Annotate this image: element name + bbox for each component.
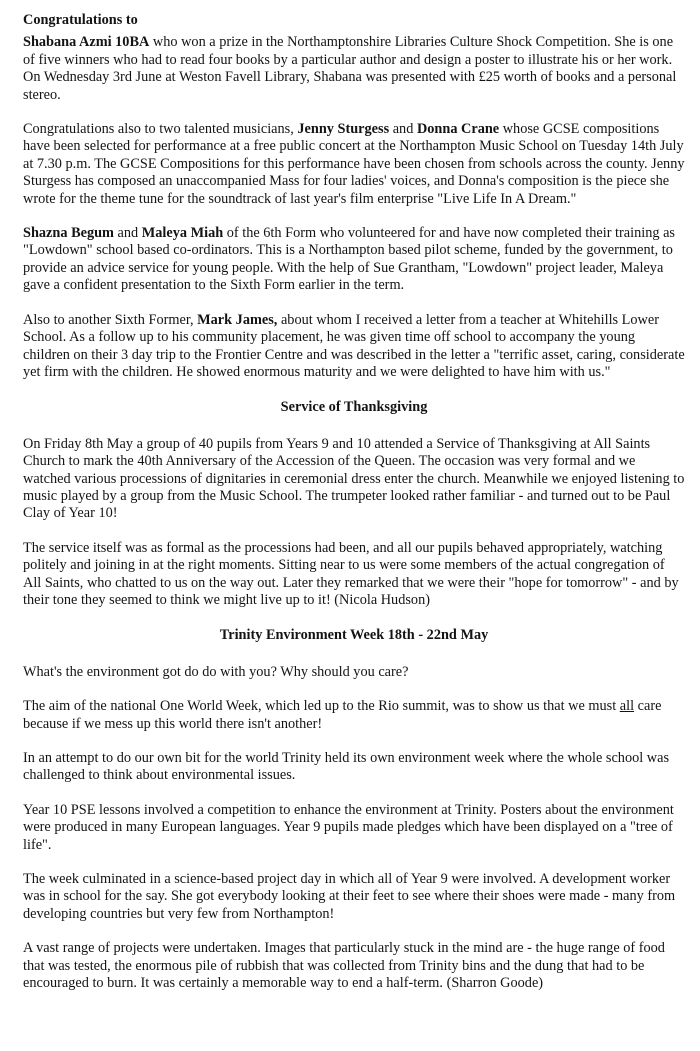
service-paragraph-1: On Friday 8th May a group of 40 pupils from Years 9 and 10 attended a Service of Thanksgiving at All Saints Church to mark the 40th Anniversary of the Accession of the Queen. The occasion was very formal and we watched various processions of dignitaries in ceremonial dress enter the church. Meanwhile we enjoyed listening to music played by a group from the Music School. The trumpeter looked rather familiar - and turned out to be Paul Clay of Year 10! (23, 435, 685, 522)
pupil-name: Shabana Azmi 10BA (23, 34, 150, 51)
environment-paragraph-5: The week culminated in a science-based project day in which all of Year 9 were involved. A development worker was in school for the say. She got everybody looking at their feet to see where their shoes were made - many from developing countries but very few from Northampton! (23, 871, 676, 922)
underlined-word: all (619, 698, 635, 715)
environment-paragraph-3: In an attempt to do our own bit for the world Trinity held its own environment week where the whole school was challenged to think about environmental issues. (23, 750, 670, 784)
pupil-name: Shazna Begum (23, 225, 114, 242)
paragraph-text: Congratulations also to two talented musicians, (23, 121, 298, 138)
paragraph-text: about whom I received a letter from a teacher at Whitehills Lower School. As a follow up to his community placement, he was given time off school to accompany the young children on their 3 day trip to the Frontier Centre and was described in the letter a "terrific asset, caring, considerate yet firm with the children. He showed enormous maturity and we were delighted to have him with us." (23, 311, 685, 380)
paragraph-text: of the 6th Form who volunteered for and have now completed their training as "Lowdown" school based co-ordinators. This is a Northampton based pilot scheme, funded by the government, to provide an advice service for young people. With the help of Sue Grantham, "Lowdown" project leader, Maleya gave a confident presentation to the Sixth Form earlier in the term. (23, 225, 675, 294)
pupil-name: Mark James, (197, 311, 278, 328)
newsletter-page (23, 12, 685, 1009)
environment-paragraph-1: What's the environment got do do with you? Why should you care? (23, 663, 409, 680)
environment-paragraph-6: A vast range of projects were undertaken. Images that particularly stuck in the mind are - the huge range of food that was tested, the enormous pile of rubbish that was collected from Trinity bins and the dung that had to be encouraged to burn. It was certainly a memorable way to end a half-term. (Sharron Goode) (23, 940, 665, 992)
pupil-name: Jenny Sturgess (297, 121, 390, 138)
paragraph-text: and (113, 225, 142, 242)
paragraph-text: care because if we mess up this world there isn't another! (23, 698, 662, 732)
paragraph-text: whose GCSE compositions have been selected for performance at a free public concert at the Northampton Music School on Tuesday 14th July at 7.30 p.m. The GCSE Compositions for this performance have been chosen from schools across the county. Jenny Sturgess has composed an unaccompanied Mass for four ladies' voices, and Donna's composition is the piece she wrote for the theme tune for the soundtrack of last year's film enterprise "Live Life In A Dream." (23, 121, 685, 207)
service-paragraph-2: The service itself was as formal as the processions had been, and all our pupils behaved appropriately, watching politely and joining in at the right moments. Sitting near to us were some members of the actual congregation of All Saints, who chatted to us on the way out. Later they remarked that we were their "hope for tomorrow" - and by their tone they seemed to think we might live up to it! (Nicola Hudson) (23, 539, 679, 608)
service-heading: Service of Thanksgiving (280, 399, 428, 416)
congrats-paragraph-lowdown (23, 225, 685, 295)
environment-paragraph-2 (23, 698, 685, 733)
congrats-paragraph-musicians (23, 121, 685, 208)
paragraph-text: who won a prize in the Northamptonshire Libraries Culture Shock Competition. She is one of five winners who had to read four books by a particular author and design a poster to illustrate his or her work. On Wednesday 3rd June at Weston Favell Library, Shabana was presented with £25 worth of books and a personal stereo. (23, 34, 677, 103)
congrats-paragraph-mark-james (23, 312, 685, 382)
pupil-name: Donna Crane (416, 121, 500, 138)
paragraph-text: The aim of the national One World Week, which led up to the Rio summit, was to show us that we must (23, 698, 620, 715)
congratulations-heading: Congratulations to (23, 12, 138, 28)
pupil-name: Maleya Miah (141, 225, 224, 242)
environment-heading: Trinity Environment Week 18th - 22nd May (219, 627, 489, 644)
congrats-paragraph-shabana (23, 34, 685, 104)
environment-paragraph-4: Year 10 PSE lessons involved a competition to enhance the environment at Trinity. Posters about the environment were produced in many European languages. Year 9 pupils made pledges which have been displayed on a "tree of life". (23, 801, 674, 853)
paragraph-text: Also to another Sixth Former, (23, 311, 198, 328)
paragraph-text: and (389, 121, 417, 138)
